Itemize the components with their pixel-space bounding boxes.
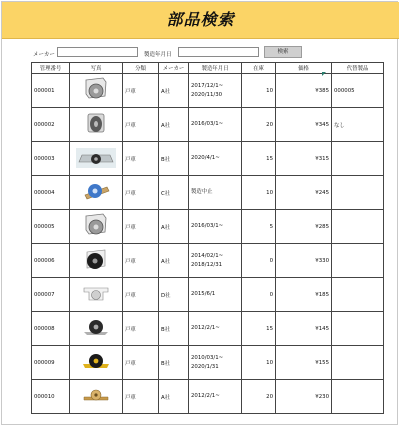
part-category: 戸車 bbox=[123, 380, 159, 414]
search-button[interactable]: 検索 bbox=[264, 46, 302, 58]
page-title: 部品検索 bbox=[166, 10, 235, 29]
table-row[interactable] bbox=[32, 210, 384, 244]
col-header-stock: 在庫 bbox=[242, 63, 276, 74]
part-date bbox=[189, 346, 242, 380]
part-alternative bbox=[332, 142, 384, 176]
part-alternative: 000005 bbox=[332, 74, 384, 108]
part-stock: 10 bbox=[242, 176, 276, 210]
maker-input[interactable] bbox=[57, 47, 138, 57]
part-price: ¥145 bbox=[276, 312, 332, 346]
part-stock: 20 bbox=[242, 380, 276, 414]
part-category: 戸車 bbox=[123, 108, 159, 142]
part-photo bbox=[70, 278, 123, 312]
part-category: 戸車 bbox=[123, 278, 159, 312]
part-category: 戸車 bbox=[123, 74, 159, 108]
part-alternative bbox=[332, 380, 384, 414]
part-photo bbox=[70, 74, 123, 108]
part-date bbox=[189, 278, 242, 312]
part-photo bbox=[70, 142, 123, 176]
date-line-2: 2018/12/31 bbox=[191, 261, 223, 268]
part-maker: D社 bbox=[159, 278, 189, 312]
date-line-1: 2017/12/1~ bbox=[191, 82, 224, 89]
date-line-1: 2014/02/1~ bbox=[191, 252, 224, 259]
cell-comment-marker bbox=[322, 72, 326, 76]
part-id: 000003 bbox=[32, 142, 70, 176]
part-photo bbox=[70, 108, 123, 142]
part-price: ¥230 bbox=[276, 380, 332, 414]
part-alternative bbox=[332, 176, 384, 210]
part-maker: B社 bbox=[159, 142, 189, 176]
header-bar bbox=[2, 2, 399, 39]
table-row[interactable] bbox=[32, 244, 384, 278]
part-id: 000006 bbox=[32, 244, 70, 278]
part-alternative: なし bbox=[332, 108, 384, 142]
bracket-caster-icon bbox=[81, 76, 111, 106]
col-header-maker: メーカー bbox=[159, 63, 189, 74]
part-id: 000001 bbox=[32, 74, 70, 108]
dark-roller-icon bbox=[81, 316, 111, 342]
part-date bbox=[189, 210, 242, 244]
part-stock: 10 bbox=[242, 74, 276, 108]
col-header-date: 製造年月日 bbox=[189, 63, 242, 74]
part-maker: A社 bbox=[159, 210, 189, 244]
part-id: 000009 bbox=[32, 346, 70, 380]
table-row[interactable] bbox=[32, 346, 384, 380]
date-line-1: 2012/2/1~ bbox=[191, 325, 220, 331]
col-header-id: 管理番号 bbox=[32, 63, 70, 74]
date-line-2: 2020/11/30 bbox=[191, 91, 223, 98]
date-line-1: 2016/03/1~ bbox=[191, 121, 224, 127]
part-alternative bbox=[332, 312, 384, 346]
part-stock: 15 bbox=[242, 312, 276, 346]
part-price: ¥155 bbox=[276, 346, 332, 380]
part-alternative bbox=[332, 244, 384, 278]
date-input[interactable] bbox=[178, 47, 259, 57]
part-category: 戸車 bbox=[123, 210, 159, 244]
flat-plate-roller-icon bbox=[76, 148, 116, 170]
col-header-alt: 代替製品 bbox=[332, 63, 384, 74]
part-stock: 10 bbox=[242, 346, 276, 380]
part-photo bbox=[70, 380, 123, 414]
part-maker: A社 bbox=[159, 380, 189, 414]
part-date bbox=[189, 312, 242, 346]
part-date bbox=[189, 380, 242, 414]
table-row[interactable] bbox=[32, 74, 384, 108]
col-header-category: 分類 bbox=[123, 63, 159, 74]
part-date bbox=[189, 244, 242, 278]
part-maker: A社 bbox=[159, 244, 189, 278]
part-alternative bbox=[332, 210, 384, 244]
table-row[interactable] bbox=[32, 312, 384, 346]
table-row[interactable] bbox=[32, 278, 384, 312]
part-id: 000005 bbox=[32, 210, 70, 244]
part-id: 000007 bbox=[32, 278, 70, 312]
yellow-roller-icon bbox=[81, 350, 111, 376]
part-price: ¥330 bbox=[276, 244, 332, 278]
u-bracket-roller-icon bbox=[81, 282, 111, 308]
parts-table bbox=[31, 62, 384, 414]
part-date bbox=[189, 142, 242, 176]
part-stock: 20 bbox=[242, 108, 276, 142]
table-row[interactable] bbox=[32, 108, 384, 142]
part-price: ¥285 bbox=[276, 210, 332, 244]
col-header-price: 価格 bbox=[276, 63, 332, 74]
part-photo bbox=[70, 346, 123, 380]
part-date bbox=[189, 108, 242, 142]
part-photo bbox=[70, 244, 123, 278]
square-wheel-icon bbox=[81, 110, 111, 140]
blue-roller-icon bbox=[81, 179, 111, 207]
part-category: 戸車 bbox=[123, 142, 159, 176]
part-price: ¥345 bbox=[276, 108, 332, 142]
part-stock: 0 bbox=[242, 278, 276, 312]
date-line-1: 2020/4/1~ bbox=[191, 155, 220, 161]
part-alternative bbox=[332, 346, 384, 380]
part-category: 戸車 bbox=[123, 312, 159, 346]
part-price: ¥185 bbox=[276, 278, 332, 312]
part-stock: 0 bbox=[242, 244, 276, 278]
part-category: 戸車 bbox=[123, 346, 159, 380]
part-stock: 5 bbox=[242, 210, 276, 244]
black-wheel-icon bbox=[81, 246, 111, 276]
date-line-1: 2010/03/1~ bbox=[191, 354, 224, 361]
part-maker: A社 bbox=[159, 108, 189, 142]
col-header-photo: 写真 bbox=[70, 63, 123, 74]
brass-roller-icon bbox=[81, 385, 111, 409]
part-date bbox=[189, 74, 242, 108]
date-line-1: 製造中止 bbox=[191, 189, 213, 195]
part-category: 戸車 bbox=[123, 176, 159, 210]
date-line-2: 2020/1/31 bbox=[191, 363, 219, 370]
part-alternative bbox=[332, 278, 384, 312]
table-row[interactable] bbox=[32, 176, 384, 210]
date-line-1: 2016/03/1~ bbox=[191, 223, 224, 229]
part-id: 000008 bbox=[32, 312, 70, 346]
bracket-caster-icon bbox=[81, 212, 111, 242]
part-price: ¥315 bbox=[276, 142, 332, 176]
part-id: 000010 bbox=[32, 380, 70, 414]
part-stock: 15 bbox=[242, 142, 276, 176]
part-date bbox=[189, 176, 242, 210]
part-price: ¥385 bbox=[276, 74, 332, 108]
part-photo bbox=[70, 210, 123, 244]
date-label: 製造年月日 bbox=[144, 52, 172, 58]
part-price: ¥245 bbox=[276, 176, 332, 210]
maker-label: メーカー bbox=[33, 52, 55, 58]
table-row[interactable] bbox=[32, 142, 384, 176]
part-maker: A社 bbox=[159, 74, 189, 108]
date-line-1: 2012/2/1~ bbox=[191, 393, 220, 399]
part-photo bbox=[70, 312, 123, 346]
part-category: 戸車 bbox=[123, 244, 159, 278]
part-id: 000002 bbox=[32, 108, 70, 142]
part-maker: B社 bbox=[159, 312, 189, 346]
part-id: 000004 bbox=[32, 176, 70, 210]
part-photo bbox=[70, 176, 123, 210]
part-maker: B社 bbox=[159, 346, 189, 380]
table-header-row bbox=[32, 63, 384, 74]
date-line-1: 2015/6/1 bbox=[191, 291, 216, 297]
part-maker: C社 bbox=[159, 176, 189, 210]
table-row[interactable] bbox=[32, 380, 384, 414]
